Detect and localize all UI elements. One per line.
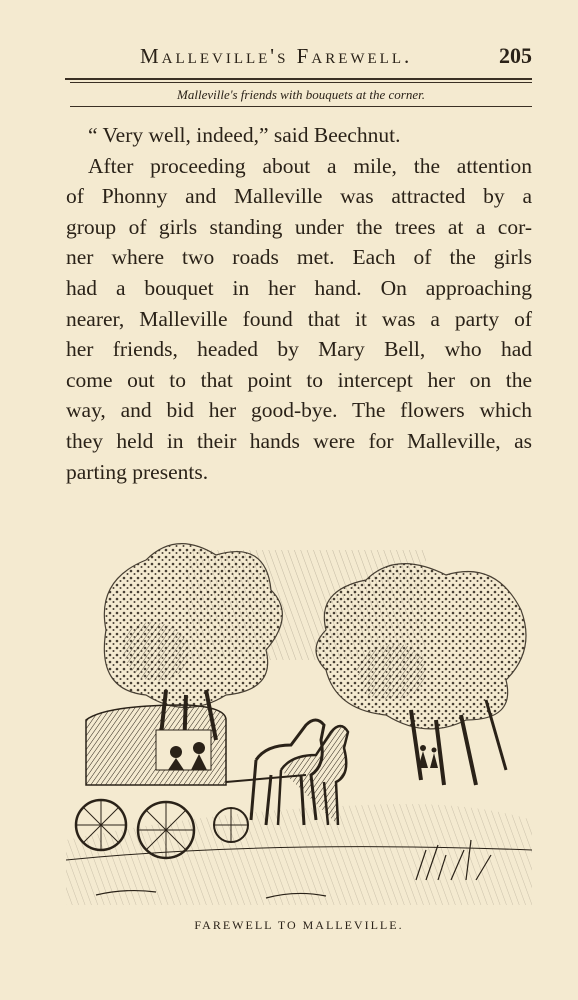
text-line: they held in their hands were for Malleville, as (66, 428, 532, 453)
text-line: come out to that point to intercept her on the (66, 367, 532, 392)
text-line: had a bouquet in her hand. On approaching (66, 275, 532, 300)
engraving-illustration (66, 520, 532, 905)
distant-girls (418, 745, 438, 768)
subhead-rule (70, 106, 532, 107)
header-rule-thick (65, 78, 532, 80)
running-title: Malleville's Farewell. (140, 44, 413, 68)
page-number: 205 (499, 43, 532, 68)
figure-caption: FAREWELL TO MALLEVILLE. (194, 918, 404, 932)
text-line: way, and bid her good-bye. The flowers which (66, 398, 532, 423)
text-line: After proceeding about a mile, the attention (88, 153, 532, 178)
body-text (66, 120, 532, 487)
text-line: of Phonny and Malleville was attracted by a (66, 184, 532, 209)
right-tree (316, 564, 526, 785)
text-line: nearer, Malleville found that it was a party of (66, 306, 532, 331)
text-line: ner where two roads met. Each of the girls (66, 245, 532, 270)
section-subhead: Malleville's friends with bouquets at the corner. (177, 87, 425, 102)
text-line: parting presents. (66, 459, 209, 484)
header-rule-thin (70, 82, 532, 83)
text-line: her friends, headed by Mary Bell, who had (66, 337, 532, 362)
running-head (60, 44, 536, 74)
text-line: group of girls standing under the trees at a cor- (66, 214, 532, 239)
text-line: “ Very well, indeed,” said Beechnut. (88, 123, 401, 147)
